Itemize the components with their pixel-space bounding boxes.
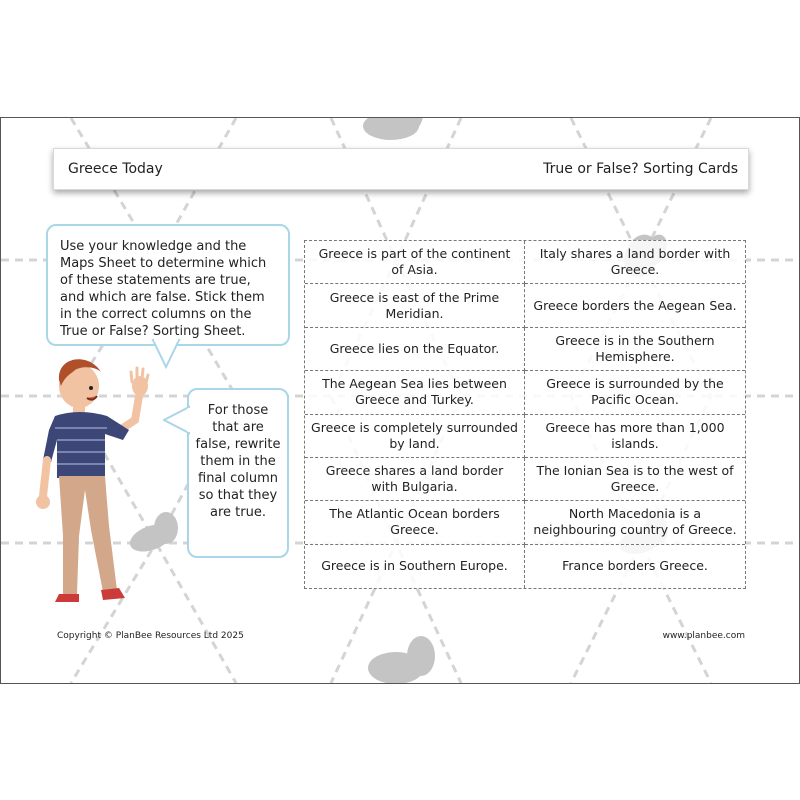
sorting-card[interactable]: Greece has more than 1,000 islands. xyxy=(525,415,745,458)
sorting-card[interactable]: The Aegean Sea lies between Greece and Turkey. xyxy=(305,371,525,414)
sorting-card[interactable]: North Macedonia is a neighbouring country of Greece. xyxy=(525,501,745,544)
worksheet-page xyxy=(0,117,800,684)
sorting-card[interactable]: France borders Greece. xyxy=(562,558,708,574)
instruction-text: Use your knowledge and the Maps Sheet to determine which of these statements are true, and which are false. Stick them in the correct columns on the True or False? Sorting Sheet. xyxy=(60,239,267,339)
sorting-card[interactable]: Greece borders the Aegean Sea. xyxy=(525,284,745,327)
sorting-card[interactable]: Greece is surrounded by the Pacific Ocean. xyxy=(525,371,745,414)
sorting-card[interactable]: Greece is completely surrounded by land. xyxy=(305,415,525,458)
sorting-card[interactable]: The Atlantic Ocean borders Greece. xyxy=(305,501,525,544)
bubble-tail xyxy=(163,405,191,435)
rewrite-text: For those that are false, rewrite them in the final column so that they are true. xyxy=(195,403,281,520)
sorting-card[interactable]: Greece is part of the continent of Asia. xyxy=(305,241,525,284)
waving-boy xyxy=(31,350,161,620)
sorting-card[interactable]: The Ionian Sea is to the west of Greece. xyxy=(525,458,745,501)
sorting-card[interactable]: Greece shares a land border with Bulgaria. xyxy=(305,458,525,501)
page-subtitle: True or False? Sorting Cards xyxy=(543,161,738,177)
rewrite-bubble xyxy=(187,388,289,558)
sorting-card[interactable]: Greece is east of the Prime Meridian. xyxy=(305,284,525,327)
sorting-card[interactable]: Greece is in the Southern Hemisphere. xyxy=(525,328,745,371)
page-title: Greece Today xyxy=(68,161,163,177)
sorting-cards-grid xyxy=(304,240,746,589)
copyright-text: Copyright © PlanBee Resources Ltd 2025 xyxy=(57,631,244,641)
sorting-card[interactable]: Italy shares a land border with Greece. xyxy=(525,241,745,284)
bee-icon xyxy=(363,118,423,140)
header-bar xyxy=(53,148,749,190)
sorting-card[interactable]: Greece is in Southern Europe. xyxy=(305,545,525,588)
bee-icon xyxy=(368,636,435,683)
instruction-bubble xyxy=(46,224,290,346)
sorting-card[interactable]: Greece lies on the Equator. xyxy=(305,328,525,371)
website-link[interactable]: www.planbee.com xyxy=(662,631,745,641)
